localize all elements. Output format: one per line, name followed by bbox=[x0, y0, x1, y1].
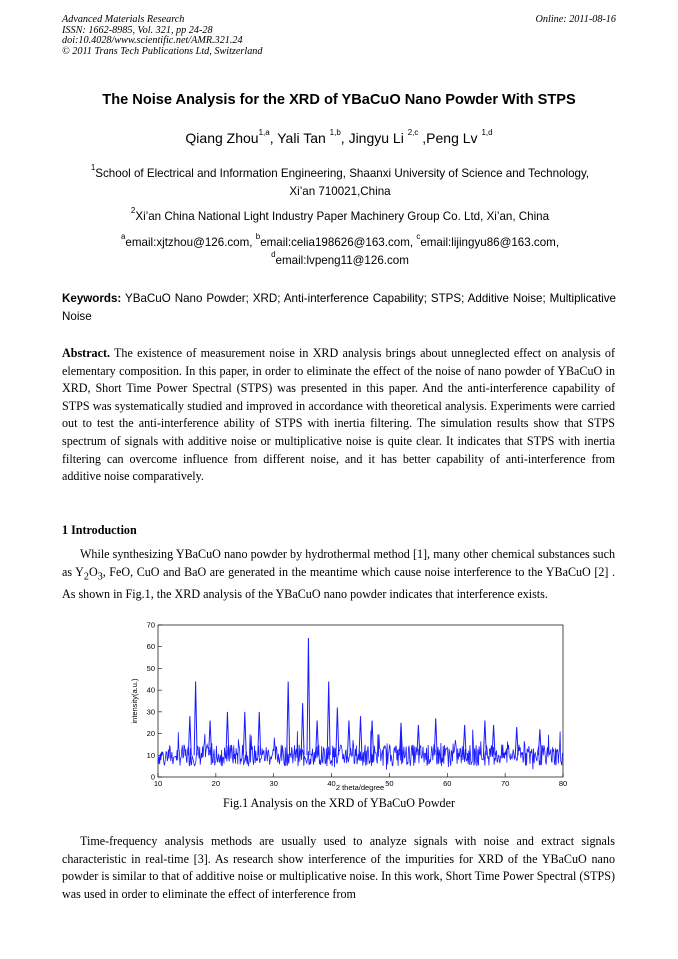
x-tick-label: 30 bbox=[269, 779, 278, 788]
email-c: email:lijingyu86@163.com, bbox=[420, 236, 560, 249]
x-tick-label: 80 bbox=[558, 779, 568, 788]
abstract-label: Abstract. bbox=[62, 346, 111, 360]
y-tick-label: 20 bbox=[146, 729, 155, 739]
x-tick-label: 10 bbox=[153, 779, 163, 788]
x-axis-label: 2 theta/degree bbox=[335, 783, 385, 792]
abstract-text: The existence of measurement noise in XRD analysis brings about unneglected effect on analysis of elementary composition. In this paper, in order to eliminate the effect of the noise of nano powder of YBaCuO in XRD, Short Time Power Spectral (STPS) was presented in this paper. And the anti-interference capability of STPS was systematically studied and improved in accordance with theoretical analysis. Experiments were carried out to test the anti-interference ability of STPS with inertia filtering. The simulation results show that STPS spectrum of signals with additive noise or multiplicative noise is quite clear. It indicates that STPS with inertia filtering can overcome influence from different noise, and it has better capability of anti-interference from additive noise comparatively. bbox=[62, 346, 615, 484]
email-d: email:lvpeng11@126.com bbox=[275, 254, 409, 267]
issn-line: ISSN: 1662-8985, Vol. 321, pp 24-28 bbox=[62, 24, 213, 36]
copyright-line: © 2011 Trans Tech Publications Ltd, Switzerland bbox=[62, 45, 263, 57]
y-tick-label: 60 bbox=[146, 642, 155, 652]
x-tick-label: 60 bbox=[443, 779, 452, 788]
author-affil-sup: 1,b bbox=[329, 128, 341, 138]
author-name: Qiang Zhou bbox=[185, 130, 259, 146]
keywords-block bbox=[62, 290, 616, 326]
y-tick-label: 10 bbox=[146, 750, 155, 760]
author-affil-sup: 2,c bbox=[407, 128, 419, 138]
author-name: Jingyu Li bbox=[348, 130, 408, 146]
xrd-chart bbox=[126, 621, 571, 793]
figure-caption: Fig.1 Analysis on the XRD of YBaCuO Powder bbox=[222, 796, 456, 810]
paper-title: The Noise Analysis for the XRD of YBaCuO Nano Powder With STPS bbox=[102, 92, 576, 108]
keywords-text: YBaCuO Nano Powder; XRD; Anti-interference Capability; STPS; Additive Noise; Multiplicative Noise bbox=[62, 292, 616, 323]
x-tick-label: 70 bbox=[500, 779, 510, 788]
section-heading: 1 Introduction bbox=[62, 523, 137, 537]
doi-line: doi:10.4028/www.scientific.net/AMR.321.24 bbox=[62, 35, 243, 47]
email-list: $^a$email:xjtzhou@126.com, $^b$email:celia198626@163.com, $^c$email:lijingyu86@163.com, $^d$email:lvpeng11@126.com bbox=[120, 232, 560, 267]
intro-paragraph-1: While synthesizing YBaCuO nano powder by hydrothermal method [1], many other chemical substances such as $Y_2O_3$, FeO, CuO and BaO are generated in the meantime which cause noise interference to the YBaCuO [2] . As shown in Fig.1, the XRD analysis of the YBaCuO nano powder indicates that interference exists. bbox=[62, 547, 615, 601]
y-tick-label: 40 bbox=[146, 685, 155, 695]
y-tick-label: 0 bbox=[150, 772, 155, 782]
email-b: email:celia198626@163.com, bbox=[260, 236, 417, 249]
affiliation-2: $^2$Xi’an China National Light Industry Paper Machinery Group Co. Ltd, Xi’an, China bbox=[130, 206, 550, 223]
intro-paragraph-2: Time-frequency analysis methods are usually used to analyze signals with noise and extract signals characteristic in real-time [3]. As research show interference of the impurities for XRD of the YBaCuO nano powder is similar to that of additive noise or multiplicative noise. In this work, Short Time Power Spectral (STPS) was used in order to eliminate the effect of interference from bbox=[62, 834, 615, 901]
y-tick-label: 50 bbox=[146, 663, 155, 673]
y-tick-label: 70 bbox=[146, 621, 155, 630]
email-a: email:xjtzhou@126.com, bbox=[125, 236, 256, 249]
author-list: Qiang Zhou$^{1,a}$, Yali Tan $^{1,b}$, Jingyu Li $^{2,c}$ ,Peng Lv $^{1,d}$ bbox=[185, 128, 493, 146]
author-name: Yali Tan bbox=[277, 130, 330, 146]
author-name: Peng Lv bbox=[426, 130, 482, 146]
x-tick-label: 20 bbox=[211, 779, 221, 788]
author-affil-sup: 1,a bbox=[258, 128, 270, 138]
author-affil-sup: 1,d bbox=[481, 128, 493, 138]
affiliation-1: $^1$School of Electrical and Information Engineering, Shaanxi University of Science and Technology, Xi’an 710021,China bbox=[90, 163, 590, 198]
x-tick-label: 50 bbox=[385, 779, 394, 788]
x-tick-label: 40 bbox=[327, 779, 336, 788]
journal-header bbox=[62, 15, 262, 57]
online-date: Online: 2011-08-16 bbox=[535, 14, 616, 25]
journal-name: Advanced Materials Research bbox=[62, 14, 185, 25]
y-axis-label: intensity(a.u.) bbox=[130, 678, 139, 724]
abstract bbox=[62, 345, 615, 486]
y-tick-label: 30 bbox=[146, 707, 155, 717]
keywords-label: Keywords: bbox=[62, 292, 122, 305]
